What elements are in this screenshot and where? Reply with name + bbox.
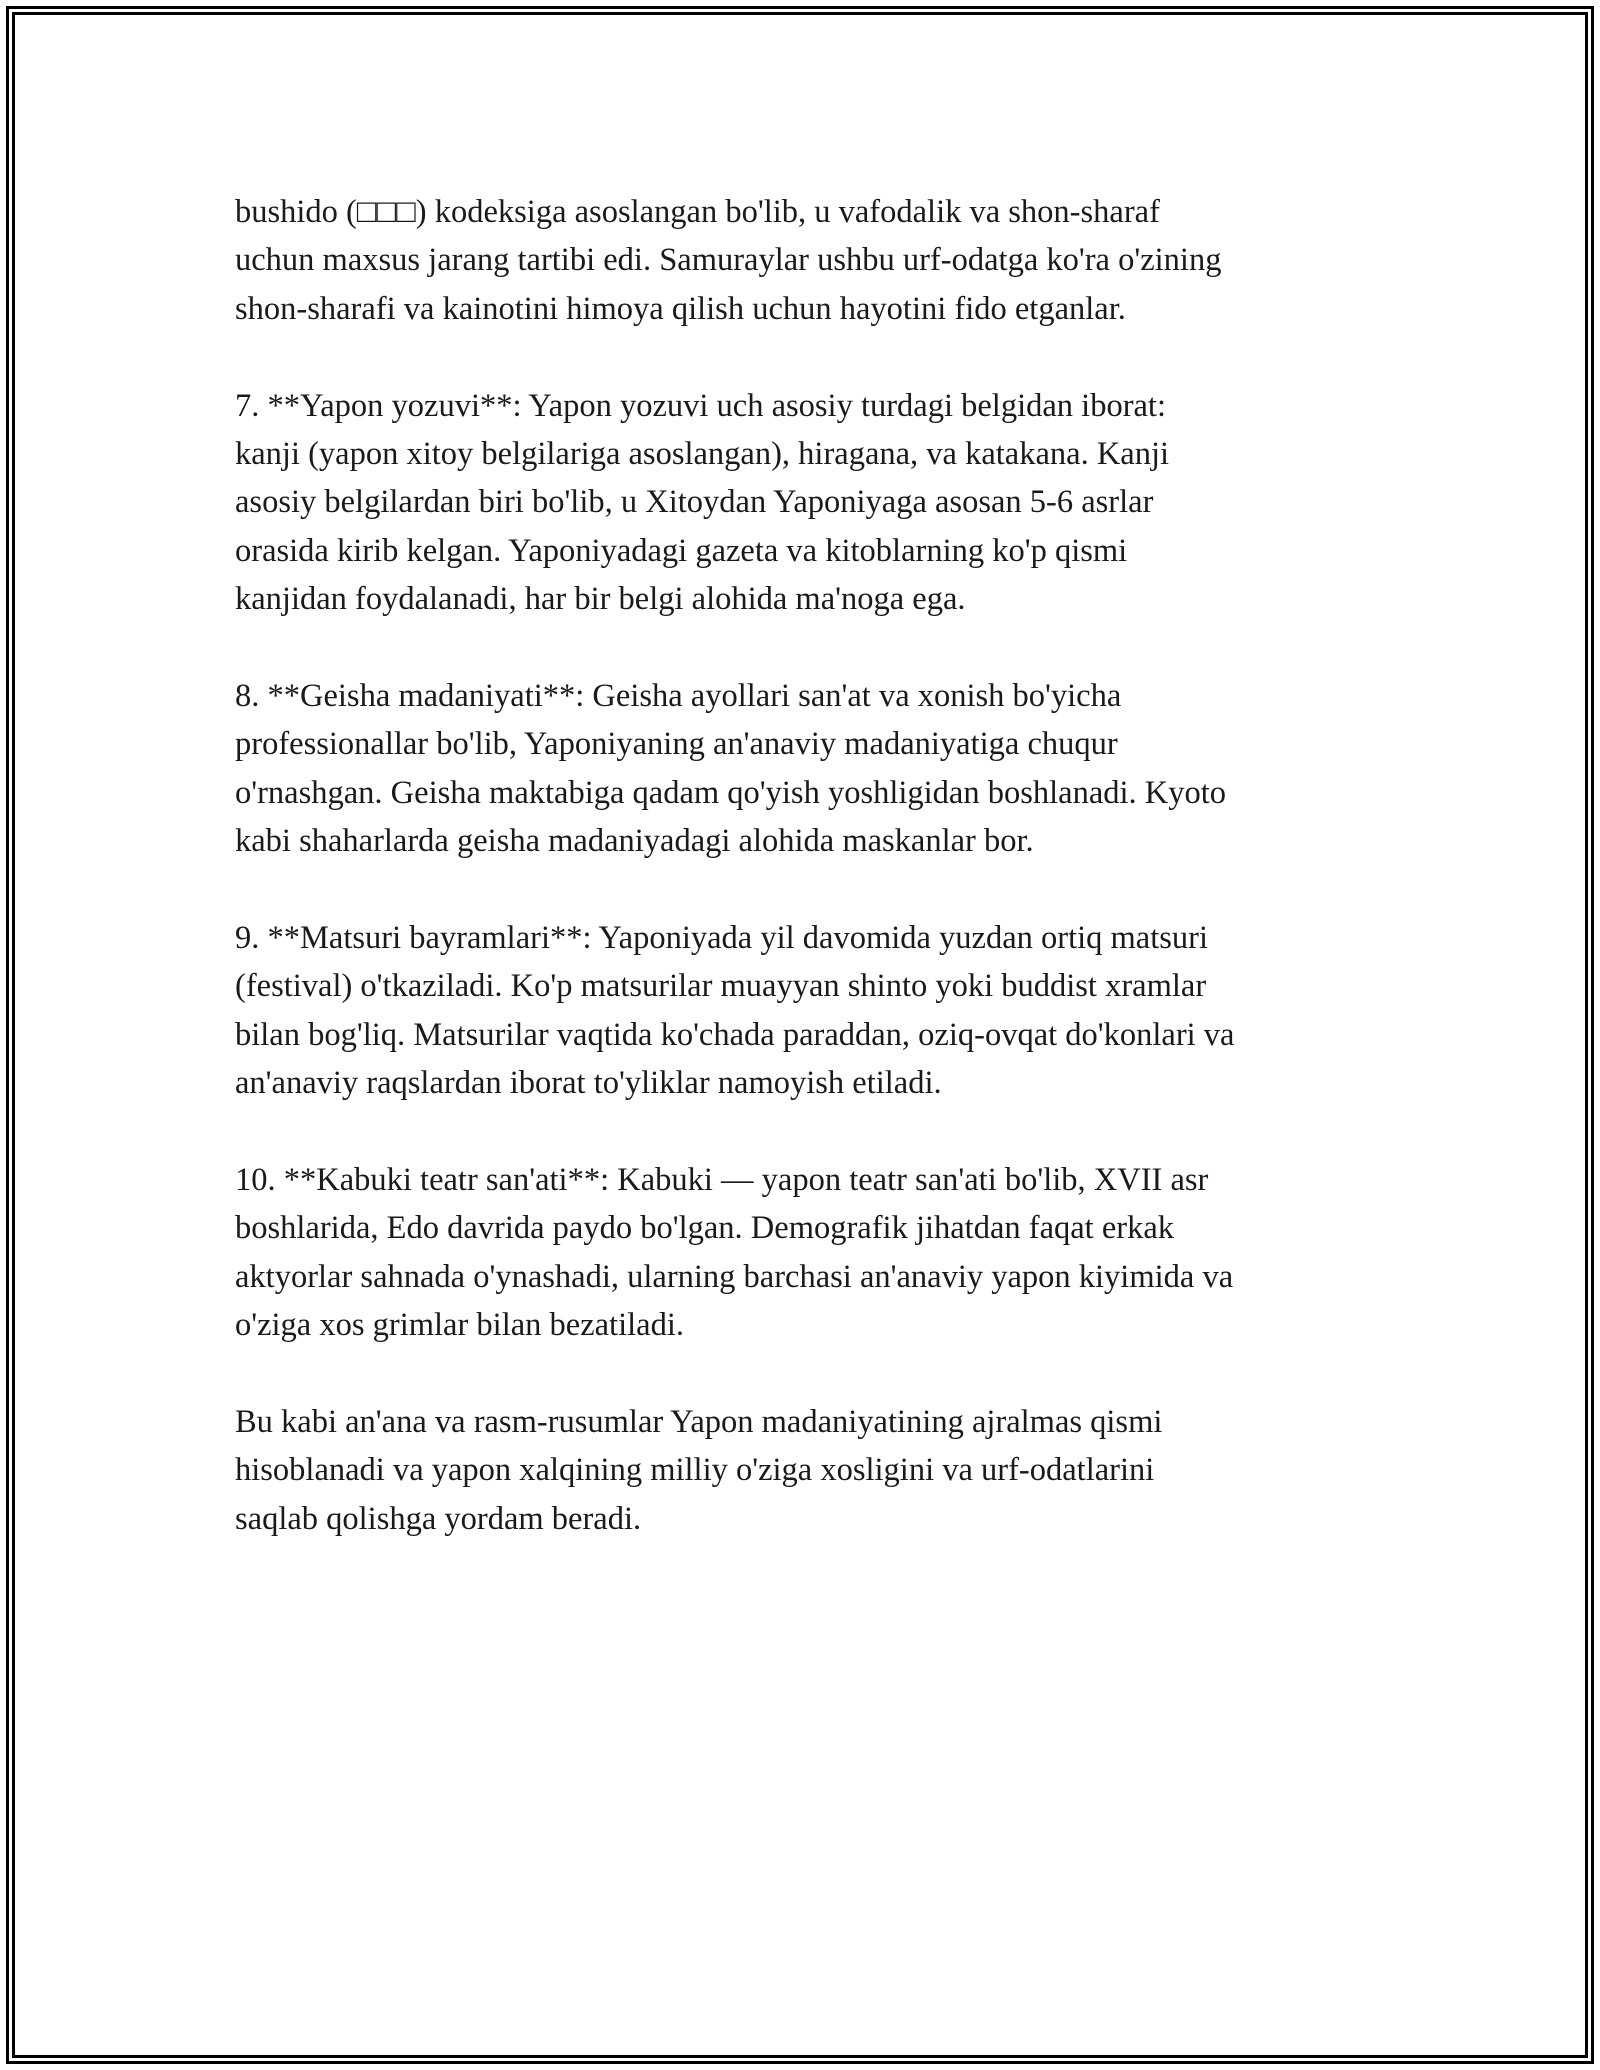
text-line: shon-sharafi va kainotini himoya qilish uchun hayotini fido etganlar.: [235, 290, 1126, 327]
document-body: [235, 188, 1375, 1543]
paragraph-geisha: [235, 672, 1375, 866]
text-line: 8. **Geisha madaniyati**: Geisha ayollari san'at va xonish bo'yicha: [235, 678, 1122, 715]
text-line: saqlab qolishga yordam beradi.: [235, 1500, 642, 1537]
text-line: boshlarida, Edo davrida paydo bo'lgan. Demografik jihatdan faqat erkak: [235, 1210, 1175, 1247]
paragraph-bushido: [235, 188, 1375, 333]
paragraph-conclusion: [235, 1398, 1375, 1543]
text-line: o'ziga xos grimlar bilan bezatiladi.: [235, 1307, 684, 1344]
paragraph-yapon-yozuvi: [235, 382, 1375, 624]
text-line: uchun maxsus jarang tartibi edi. Samuraylar ushbu urf-odatga ko'ra o'zining: [235, 242, 1222, 279]
text-line: bilan bog'liq. Matsurilar vaqtida ko'chada paraddan, oziq-ovqat do'konlari va: [235, 1016, 1235, 1053]
text-line: kanjidan foydalanadi, har bir belgi alohida ma'noga ega.: [235, 581, 966, 618]
text-line: professionallar bo'lib, Yaponiyaning an'anaviy madaniyatiga chuqur: [235, 726, 1118, 763]
text-line: asosiy belgilardan biri bo'lib, u Xitoydan Yaponiyaga asosan 5-6 asrlar: [235, 484, 1154, 521]
text-line: Bu kabi an'ana va rasm-rusumlar Yapon madaniyatining ajralmas qismi: [235, 1404, 1163, 1441]
text-line: aktyorlar sahnada o'ynashadi, ularning barchasi an'anaviy yapon kiyimida va: [235, 1258, 1234, 1295]
text-line: hisoblanadi va yapon xalqining milliy o'ziga xosligini va urf-odatlarini: [235, 1452, 1155, 1489]
text-line: o'rnashgan. Geisha maktabiga qadam qo'yish yoshligidan boshlanadi. Kyoto: [235, 774, 1227, 811]
text-line: bushido (□□□) kodeksiga asoslangan bo'lib, u vafodalik va shon-sharaf: [235, 194, 1160, 230]
text-line: an'anaviy raqslardan iborat to'yliklar namoyish etiladi.: [235, 1065, 942, 1102]
text-line: 7. **Yapon yozuvi**: Yapon yozuvi uch asosiy turdagi belgidan iborat:: [235, 387, 1166, 424]
paragraph-matsuri: [235, 914, 1375, 1108]
text-line: kabi shaharlarda geisha madaniyadagi alohida maskanlar bor.: [235, 823, 1034, 860]
text-line: orasida kirib kelgan. Yaponiyadagi gazeta va kitoblarning ko'p qismi: [235, 532, 1128, 569]
text-line: 10. **Kabuki teatr san'ati**: Kabuki — yapon teatr san'ati bo'lib, XVII asr: [235, 1162, 1209, 1199]
text-line: 9. **Matsuri bayramlari**: Yaponiyada yil davomida yuzdan ortiq matsuri: [235, 920, 1209, 957]
text-line: kanji (yapon xitoy belgilariga asoslangan), hiragana, va katakana. Kanji: [235, 436, 1170, 473]
text-line: (festival) o'tkaziladi. Ko'p matsurilar muayyan shinto yoki buddist xramlar: [235, 968, 1207, 1005]
paragraph-kabuki: [235, 1156, 1375, 1350]
